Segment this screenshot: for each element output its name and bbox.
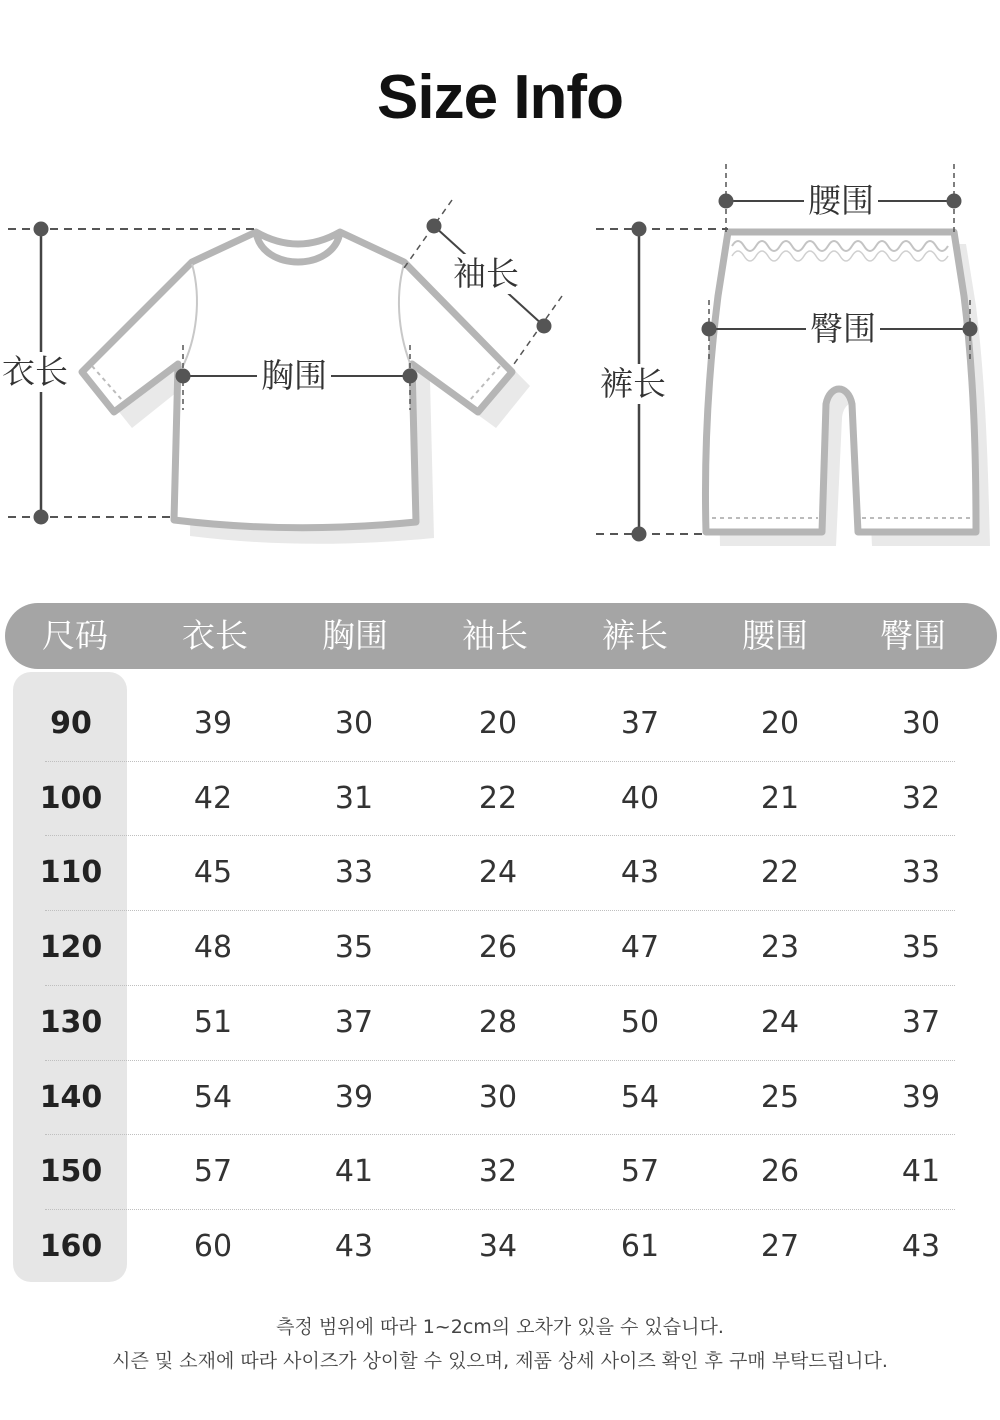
cell-top-length: 54 (193, 1079, 233, 1115)
cell-chest: 43 (334, 1228, 374, 1264)
waist-label: 腰围 (804, 181, 878, 221)
page-title: Size Info (377, 63, 623, 132)
cell-pants-length: 50 (620, 1004, 660, 1040)
cell-pants-length: 43 (620, 855, 660, 891)
table-row (0, 985, 1000, 1060)
cell-size: 130 (39, 1004, 103, 1040)
top-length-label: 衣长 (2, 352, 68, 391)
cell-sleeve: 32 (478, 1154, 518, 1190)
cell-size: 160 (39, 1228, 103, 1264)
header-waist: 腰围 (742, 616, 808, 655)
cell-hip: 39 (901, 1079, 941, 1115)
cell-sleeve: 30 (478, 1079, 518, 1115)
cell-sleeve: 22 (478, 780, 518, 816)
table-row (0, 835, 1000, 910)
header-size: 尺码 (42, 616, 108, 655)
cell-chest: 31 (334, 780, 374, 816)
cell-waist: 22 (760, 855, 800, 891)
cell-chest: 41 (334, 1154, 374, 1190)
cell-waist: 23 (760, 930, 800, 966)
cell-size: 90 (50, 706, 92, 741)
cell-waist: 26 (760, 1154, 800, 1190)
cell-size: 100 (39, 780, 103, 816)
cell-pants-length: 47 (620, 930, 660, 966)
cell-sleeve: 28 (478, 1004, 518, 1040)
header-top-length: 衣长 (182, 616, 248, 655)
cell-top-length: 57 (193, 1154, 233, 1190)
cell-top-length: 60 (193, 1228, 233, 1264)
cell-waist: 20 (760, 706, 800, 741)
cell-size: 150 (39, 1154, 103, 1190)
note-measurement: 측정 범위에 따라 1~2cm의 오차가 있을 수 있습니다. (276, 1316, 724, 1338)
header-chest: 胸围 (322, 616, 388, 655)
cell-top-length: 45 (193, 855, 233, 891)
hip-label: 臀围 (806, 309, 880, 349)
cell-hip: 35 (901, 930, 941, 966)
cell-top-length: 39 (193, 706, 233, 741)
cell-sleeve: 26 (478, 930, 518, 966)
cell-waist: 24 (760, 1004, 800, 1040)
cell-top-length: 51 (193, 1004, 233, 1040)
header-hip: 臀围 (880, 616, 946, 655)
cell-hip: 32 (901, 780, 941, 816)
note-season: 시즌 및 소재에 따라 사이즈가 상이할 수 있으며, 제품 상세 사이즈 확인 후 구매 부탁드립니다. (112, 1350, 888, 1372)
sleeve-label: 袖长 (453, 254, 519, 293)
cell-sleeve: 24 (478, 855, 518, 891)
cell-sleeve: 20 (478, 706, 518, 741)
cell-top-length: 42 (193, 780, 233, 816)
shorts-illustration (706, 232, 991, 546)
table-row (0, 686, 1000, 761)
cell-hip: 41 (901, 1154, 941, 1190)
cell-waist: 27 (760, 1228, 800, 1264)
cell-size: 120 (39, 930, 103, 966)
cell-hip: 43 (901, 1228, 941, 1264)
cell-chest: 35 (334, 930, 374, 966)
cell-hip: 37 (901, 1004, 941, 1040)
table-row (0, 1060, 1000, 1135)
table-row (0, 910, 1000, 985)
cell-size: 110 (39, 855, 103, 891)
cell-chest: 33 (334, 855, 374, 891)
cell-top-length: 48 (193, 930, 233, 966)
cell-hip: 30 (901, 706, 941, 741)
pants-length-label: 裤长 (600, 364, 666, 403)
cell-sleeve: 34 (478, 1228, 518, 1264)
cell-pants-length: 57 (620, 1154, 660, 1190)
cell-pants-length: 61 (620, 1228, 660, 1264)
cell-chest: 37 (334, 1004, 374, 1040)
header-sleeve: 袖长 (462, 616, 528, 655)
header-pants-length: 裤长 (602, 616, 668, 655)
cell-waist: 25 (760, 1079, 800, 1115)
cell-size: 140 (39, 1079, 103, 1115)
cell-pants-length: 37 (620, 706, 660, 741)
cell-waist: 21 (760, 780, 800, 816)
cell-chest: 30 (334, 706, 374, 741)
cell-hip: 33 (901, 855, 941, 891)
cell-chest: 39 (334, 1079, 374, 1115)
table-row (0, 1209, 1000, 1284)
cell-pants-length: 40 (620, 780, 660, 816)
table-row (0, 761, 1000, 836)
chest-label: 胸围 (257, 356, 331, 396)
cell-pants-length: 54 (620, 1079, 660, 1115)
table-row (0, 1134, 1000, 1209)
